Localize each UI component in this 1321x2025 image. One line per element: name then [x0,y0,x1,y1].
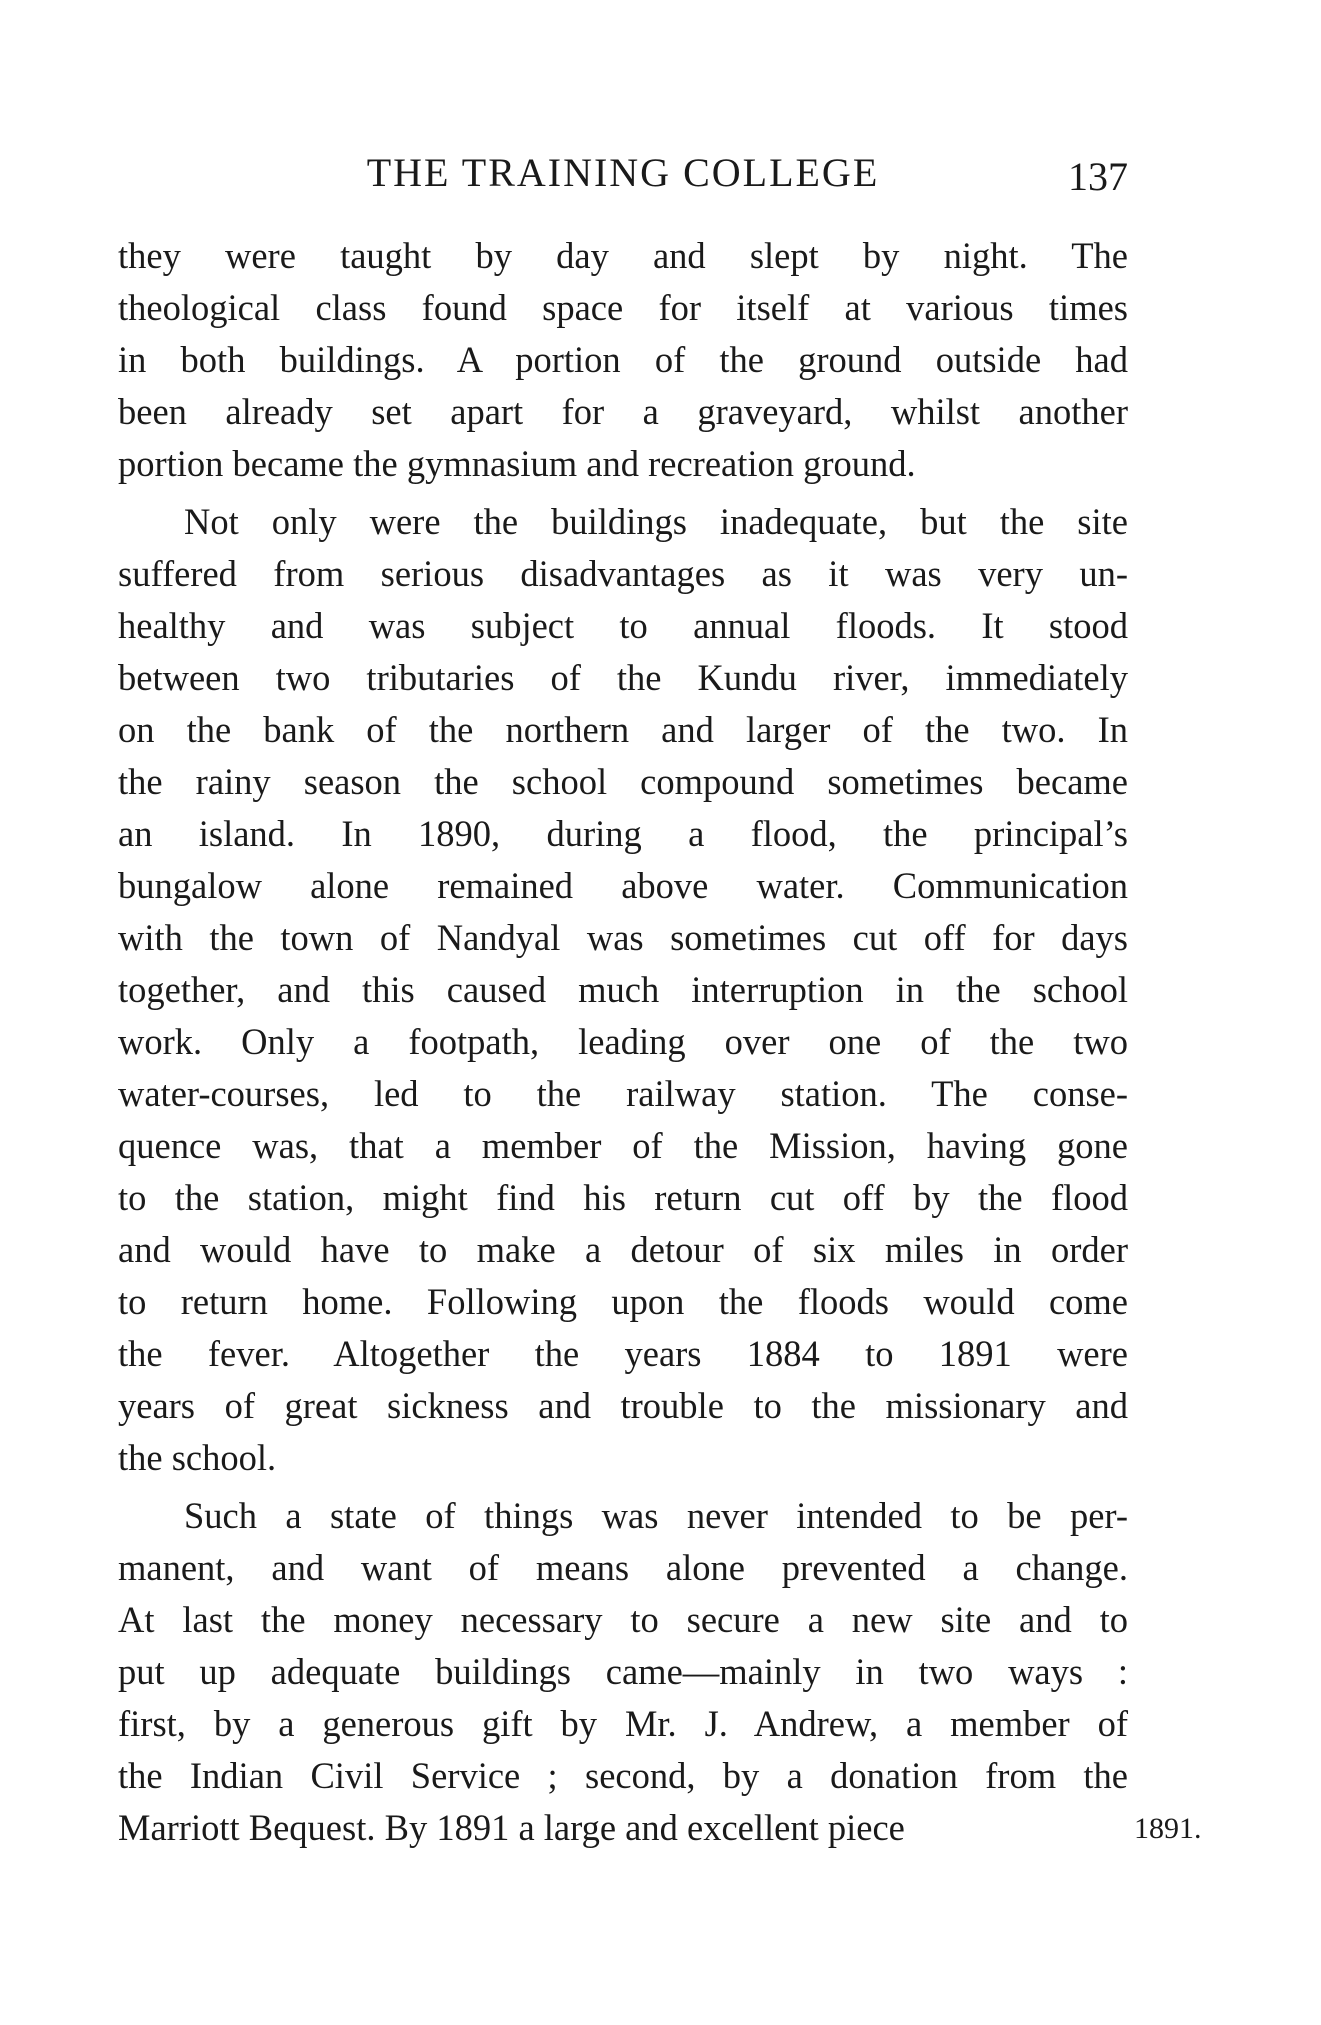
text-line: between two tributaries of the Kundu river, immediately [118,657,1128,698]
text-line: put up adequate buildings came—mainly in two ways : [118,1651,1128,1692]
text-line: the school. [118,1437,277,1478]
body-text [118,230,1128,1854]
text-line: to return home. Following upon the floods would come [118,1281,1128,1322]
text-line: the rainy season the school compound sometimes became [118,761,1128,802]
text-line: first, by a generous gift by Mr. J. Andrew, a member of [118,1703,1128,1744]
text-line: work. Only a footpath, leading over one of the two [118,1021,1128,1062]
text-line: Marriott Bequest. By 1891 a large and excellent piece [118,1807,905,1848]
page-number: 137 [1068,154,1128,199]
margin-note: 1891. [1134,1812,1202,1845]
text-line: the fever. Altogether the years 1884 to 1891 were [118,1333,1128,1374]
text-line: been already set apart for a graveyard, whilst another [118,391,1128,432]
text-line: portion became the gymnasium and recreation ground. [118,443,916,484]
text-line: they were taught by day and slept by night. The [118,235,1128,276]
paragraph [118,496,1128,1484]
text-line: with the town of Nandyal was sometimes cut off for days [118,917,1128,958]
text-line: quence was, that a member of the Mission, having gone [118,1125,1128,1166]
text-line: years of great sickness and trouble to the missionary and [118,1385,1128,1426]
text-line: theological class found space for itself at various times [118,287,1128,328]
text-line: Not only were the buildings inadequate, but the site [184,501,1128,542]
text-line: on the bank of the northern and larger of the two. In [118,709,1128,750]
running-head [118,148,1128,198]
paragraph [118,1490,1128,1854]
text-line: together, and this caused much interruption in the school [118,969,1128,1010]
text-line: manent, and want of means alone prevented a change. [118,1547,1128,1588]
text-line: to the station, might find his return cut off by the flood [118,1177,1128,1218]
text-line: in both buildings. A portion of the ground outside had [118,339,1128,380]
text-line: an island. In 1890, during a flood, the principal’s [118,813,1128,854]
text-line: healthy and was subject to annual floods. It stood [118,605,1128,646]
text-line: the Indian Civil Service ; second, by a donation from the [118,1755,1128,1796]
running-title: THE TRAINING COLLEGE [366,150,880,195]
text-line: and would have to make a detour of six miles in order [118,1229,1128,1270]
text-line: bungalow alone remained above water. Communication [118,865,1128,906]
text-line: At last the money necessary to secure a new site and to [118,1599,1128,1640]
text-line: suffered from serious disadvantages as it was very un- [118,553,1128,594]
text-line: water-courses, led to the railway station. The conse- [118,1073,1128,1114]
paragraph [118,230,1128,490]
text-line: Such a state of things was never intended to be per- [184,1495,1128,1536]
